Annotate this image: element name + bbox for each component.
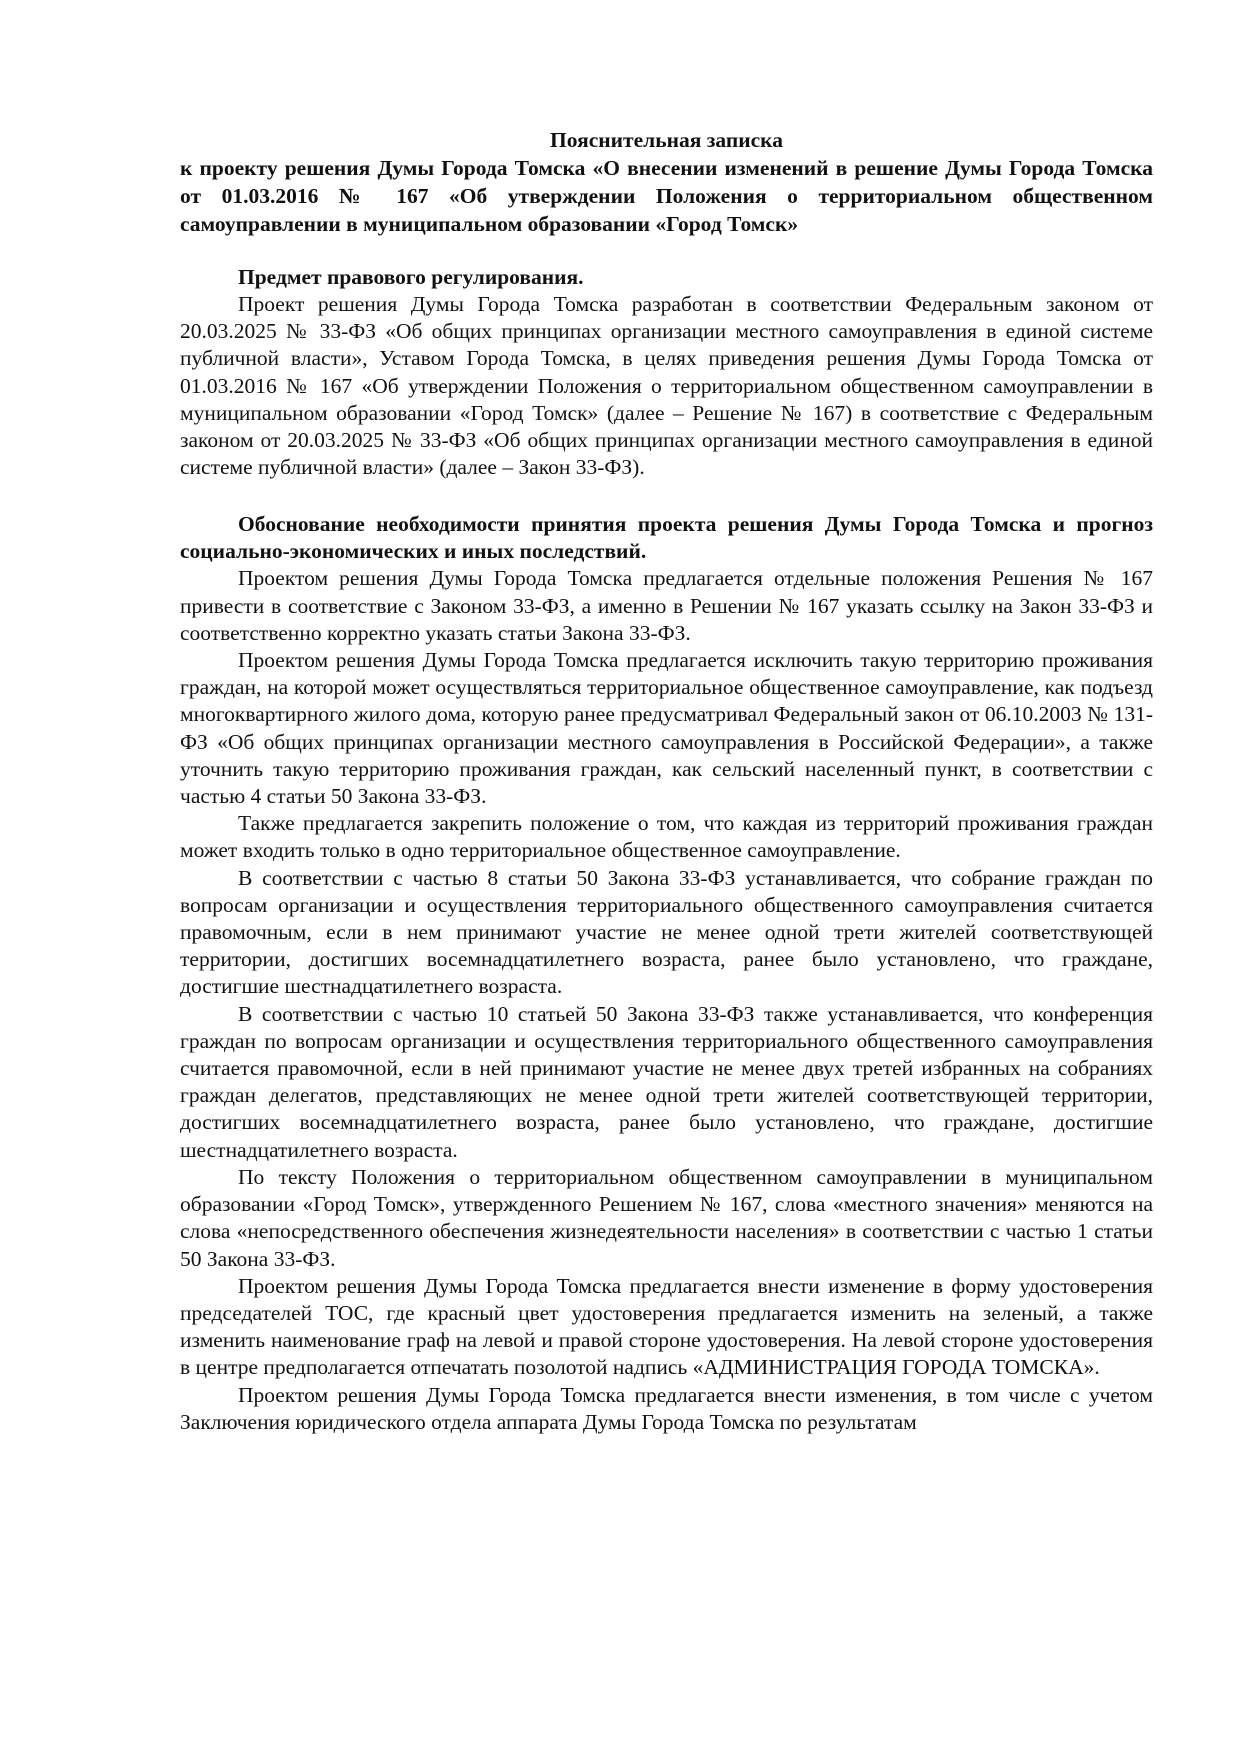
document-page: [180, 126, 1153, 1436]
paragraph: Проектом решения Думы Города Томска предлагается отдельные положения Решения № 167 привести в соответствие с Законом 33-ФЗ, а именно в Решении № 167 указать ссылку на Закон 33-ФЗ и соответственно корректно указать статьи Закона 33-ФЗ.: [180, 566, 1153, 645]
spacer: [180, 238, 1153, 264]
paragraph: В соответствии с частью 8 статьи 50 Закона 33-ФЗ устанавливается, что собрание граждан по вопросам организации и осуществления территориального общественного самоуправления считается правомочным, если в нем принимают участие не менее одной трети жителей соответствующей территории, достигших восемнадцатилетнего возраста, ранее было установлено, что граждане, достигшие шестнадцатилетнего возраста.: [180, 865, 1153, 999]
spacer: [180, 481, 1153, 511]
paragraph: Проектом решения Думы Города Томска предлагается внести изменение в форму удостоверения председателей ТОС, где красный цвет удостоверения предлагается изменить на зеленый, а также изменить наименование граф на левой и правой стороне удостоверения. На левой стороне удостоверения в центре предполагается отпечатать позолотой надпись «АДМИНИСТРАЦИЯ ГОРОДА ТОМСКА».: [180, 1273, 1153, 1380]
section-heading-subject: Предмет правового регулирования.: [238, 265, 584, 289]
paragraph: В соответствии с частью 10 статьей 50 Закона 33-ФЗ также устанавливается, что конференция граждан по вопросам организации и осуществления территориального общественного самоуправления считается правомочной, если в ней принимают участие не менее двух третей избранных на собраниях граждан делегатов, представляющих не менее одной трети жителей соответствующей территории, достигших восемнадцатилетнего возраста, ранее было установлено, что граждане, достигшие шестнадцатилетнего возраста.: [180, 1001, 1153, 1162]
paragraph: Проект решения Думы Города Томска разработан в соответствии Федеральным законом от 20.03.2025 № 33-ФЗ «Об общих принципах организации местного самоуправления в единой системе публичной власти», Уставом Города Томска, в целях приведения решения Думы Города Томска от 01.03.2016 № 167 «Об утверждении Положения о территориальном общественном самоуправлении в муниципальном образовании «Город Томск» (далее – Решение № 167) в соответствие с Федеральным законом от 20.03.2025 № 33-ФЗ «Об общих принципах организации местного самоуправления в единой системе публичной власти» (далее – Закон 33-ФЗ).: [180, 292, 1153, 480]
paragraph: По тексту Положения о территориальном общественном самоуправлении в муниципальном образовании «Город Томск», утвержденного Решением № 167, слова «местного значения» меняются на слова «непосредственного обеспечения жизнедеятельности населения» в соответствии с частью 1 статьи 50 Закона 33-ФЗ.: [180, 1164, 1153, 1271]
title-caption: Пояснительная записка: [550, 128, 783, 152]
paragraph: Проектом решения Думы Города Томска предлагается внести изменения, в том числе с учетом Заключения юридического отдела аппарата Думы Города Томска по результатам: [180, 1382, 1153, 1434]
paragraph: Проектом решения Думы Города Томска предлагается исключить такую территорию проживания граждан, на которой может осуществляться территориальное общественное самоуправление, как подъезд многоквартирного жилого дома, которую ранее предусматривал Федеральный закон от 06.10.2003 № 131-ФЗ «Об общих принципах организации местного самоуправления в Российской Федерации», а также уточнить такую территорию проживания граждан, как сельский населенный пункт, в соответствии с частью 4 статьи 50 Закона 33-ФЗ.: [180, 648, 1153, 809]
section-heading-justification: Обоснование необходимости принятия проекта решения Думы Города Томска и прогноз социально-экономических и иных последствий.: [180, 512, 1153, 564]
document-title: [180, 126, 1153, 238]
paragraph: Также предлагается закрепить положение о том, что каждая из территорий проживания граждан может входить только в одно территориальное общественное самоуправление.: [180, 811, 1153, 863]
title-subject: к проекту решения Думы Города Томска «О внесении изменений в решение Думы Города Томска от 01.03.2016 № 167 «Об утверждении Положения о территориальном общественном самоуправлении в муниципальном образовании «Город Томск»: [180, 156, 1153, 236]
